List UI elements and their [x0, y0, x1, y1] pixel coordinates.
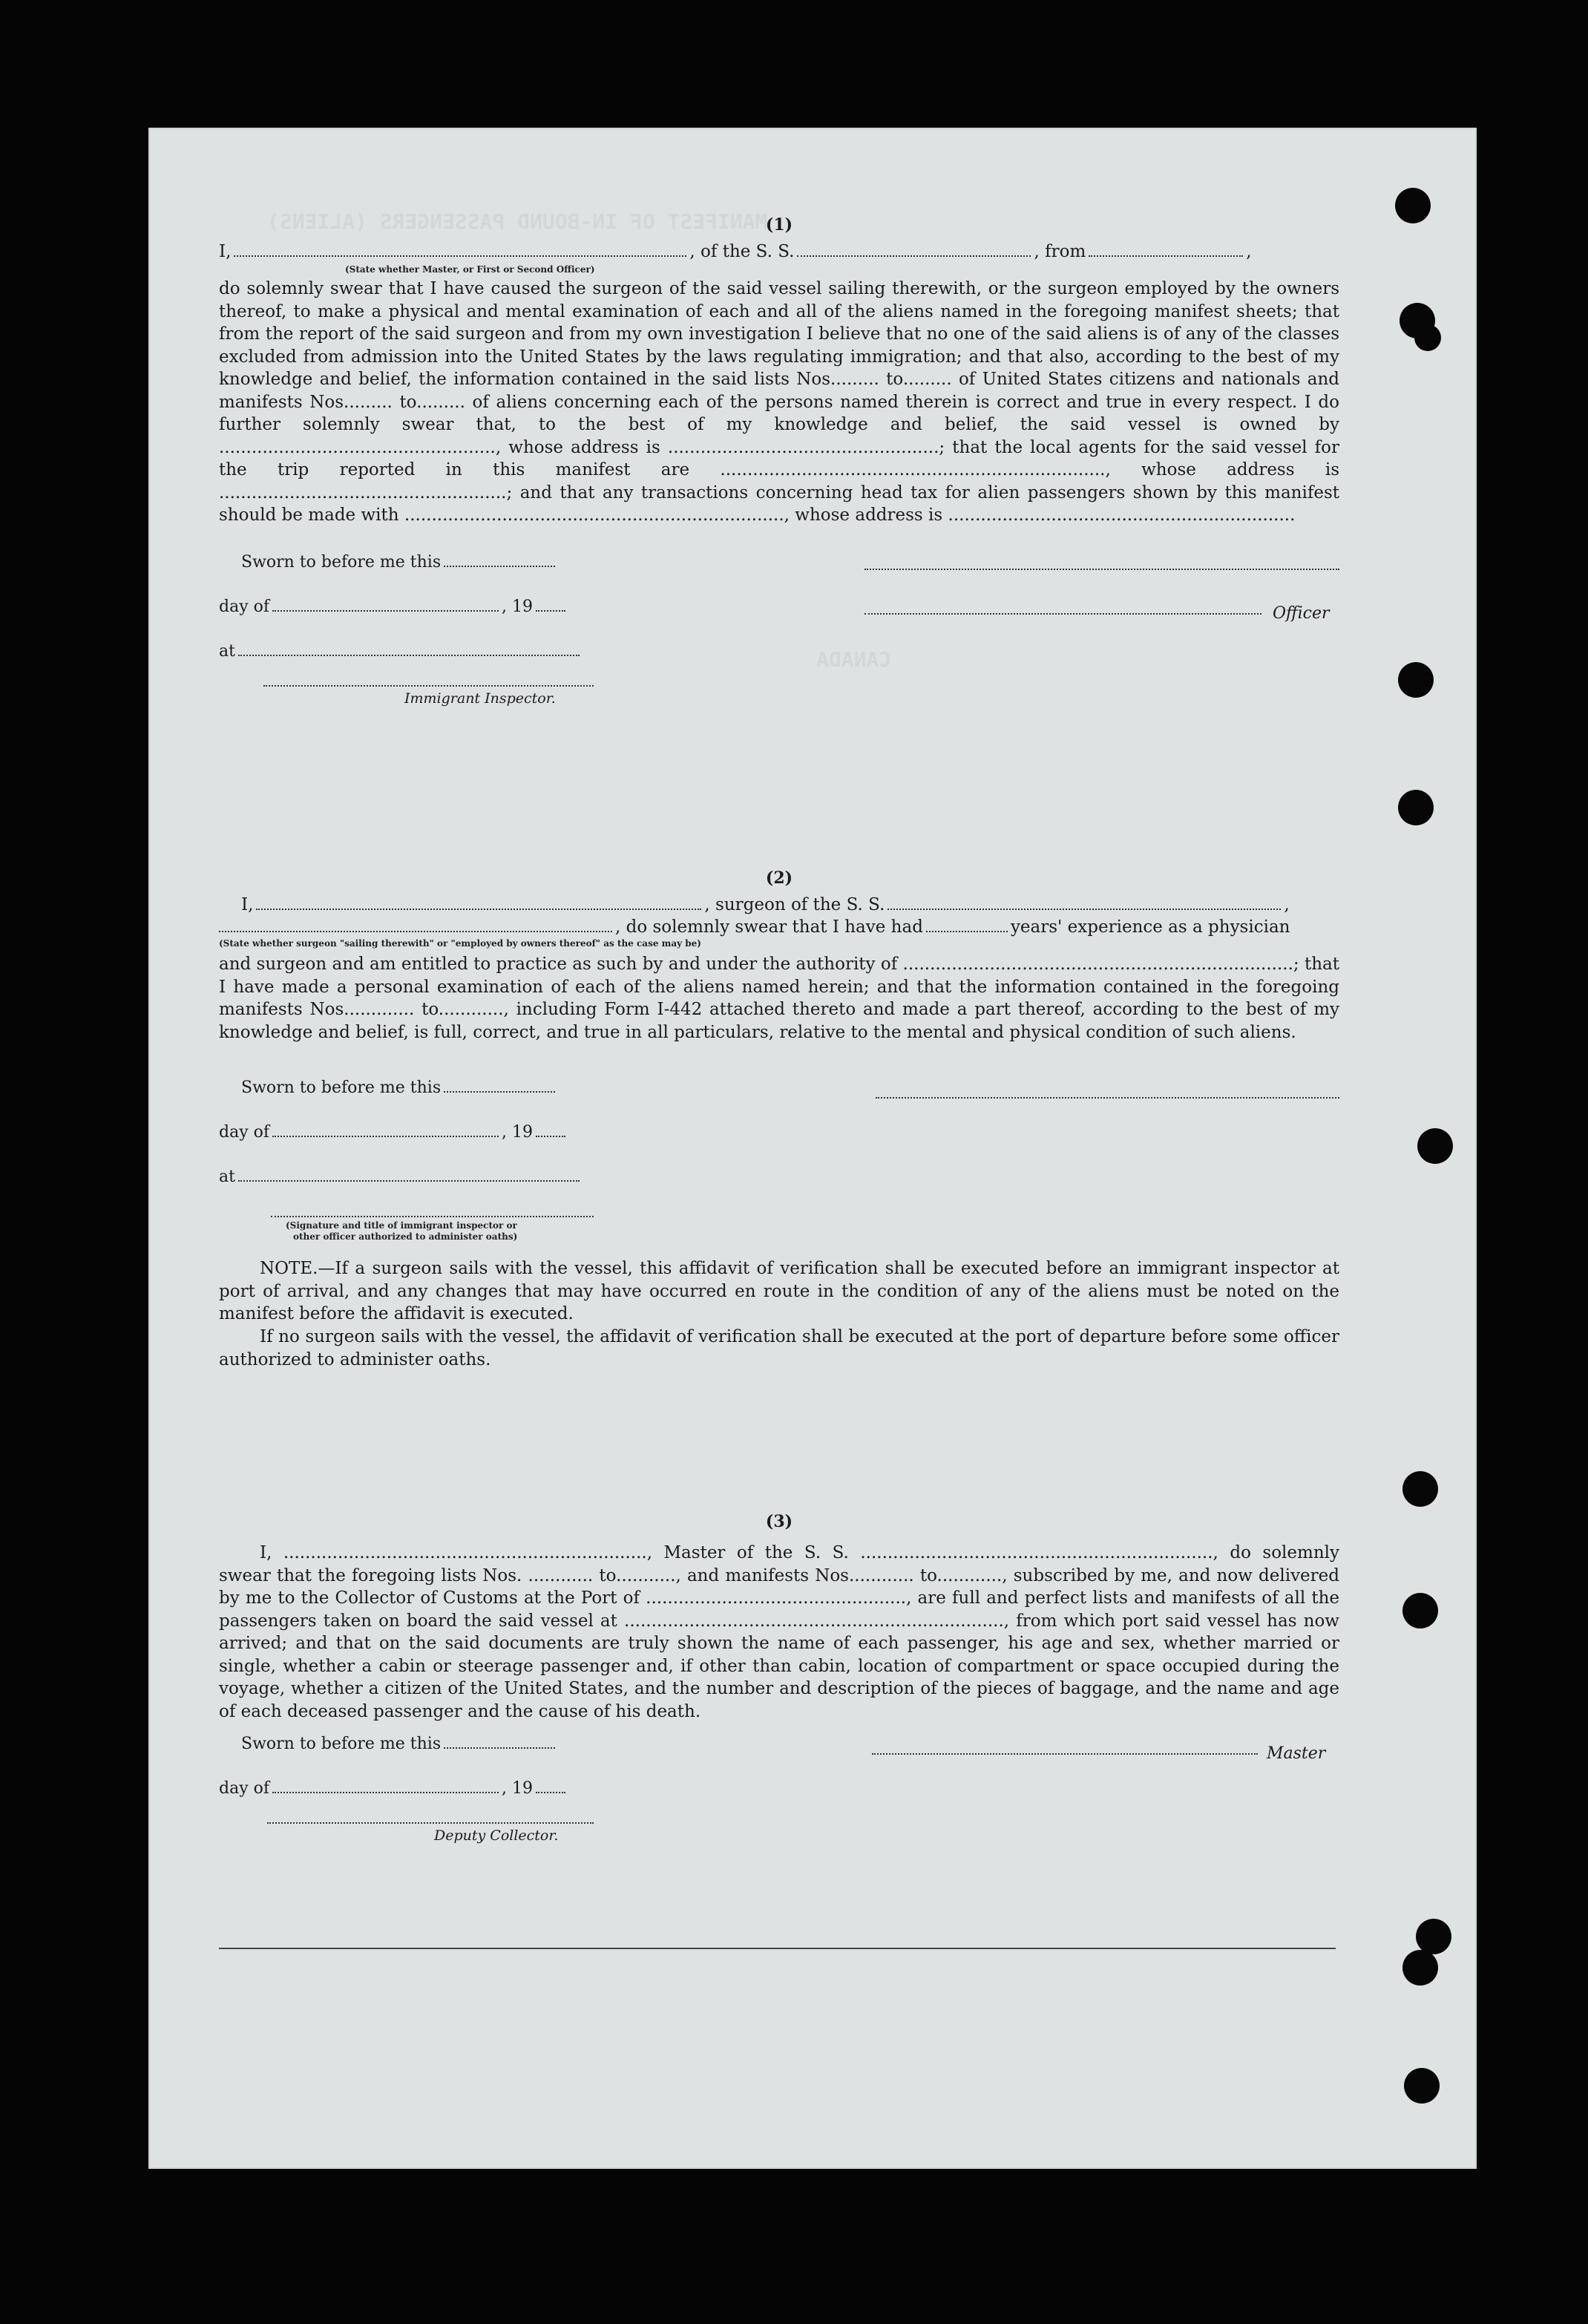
punch-hole: [1416, 1919, 1451, 1954]
inspector-signature-line[interactable]: [263, 685, 594, 687]
punch-hole: [1404, 2068, 1440, 2104]
field-caption: (State whether Master, or First or Second Officer): [345, 264, 595, 275]
sworn-label: Sworn to before me this: [241, 1078, 558, 1097]
day-of-label: day of , 19: [219, 1123, 568, 1142]
inspector-title: Immigrant Inspector.: [404, 690, 556, 707]
note-text: NOTE.—If a surgeon sails with the vessel, this affidavit of verification shall be executed before an immigrant inspector at port of arrival, and any changes that may have occurred en route in the condition of any of the aliens must be noted on the manifest before the affidavit is executed.: [219, 1259, 1339, 1323]
sworn-label: Sworn to before me this: [241, 553, 558, 572]
ship-label: , surgeon of the S. S.: [704, 895, 885, 914]
master-signature-line[interactable]: [872, 1753, 1258, 1755]
punch-hole: [1414, 324, 1441, 351]
inspector-signature-line[interactable]: [271, 1216, 594, 1217]
from-port-field[interactable]: [1089, 255, 1243, 257]
bleed-through-text: CANADA: [816, 647, 892, 672]
affidavit-section-3: [219, 1512, 1339, 2054]
surgeon-signature-line[interactable]: [876, 1097, 1339, 1099]
sworn-label: Sworn to before me this: [241, 1735, 558, 1753]
section-number: (1): [765, 215, 793, 235]
surgeon-oath-line: I, , surgeon of the S. S. ,: [241, 895, 1290, 914]
signature-caption: other officer authorized to administer oaths): [293, 1231, 518, 1242]
collector-title: Deputy Collector.: [434, 1827, 559, 1844]
punch-hole: [1417, 1128, 1453, 1164]
at-label: at: [219, 642, 583, 661]
from-label: , from: [1034, 242, 1086, 261]
affidavit-body: I, ..................................................................., Master of the S. S. ................................................................., do solemnly swear that the foregoing lists Nos. ............ to..........., and manifests Nos............ to............, subscribed by me, and now delivered by me to the Collector of Customs at the Port of ................................................, are full and perfect lists and manifests of all the passengers taken on board the said vessel at ......................................................................, from which port said vessel has now arrived; and that on the said documents are truly shown the name of each passenger, his age and sex, whether married or single, whether a cabin or steerage passenger and, if other than cabin, location of compartment or space occupied during the voyage, whether a citizen of the United States, and the number and description of the pieces of baggage, and the name and age of each deceased passenger and the cause of his death.: [219, 1543, 1339, 1721]
master-title: Master: [1267, 1744, 1326, 1763]
master-oath-line: I, , of the S. S. , from ,: [219, 242, 1252, 261]
ship-name-field[interactable]: [887, 909, 1281, 910]
day-of-label: day of , 19: [219, 598, 568, 616]
month-field[interactable]: [272, 1136, 499, 1137]
surgeon-name-field[interactable]: [256, 909, 701, 910]
bottom-rule: [219, 1948, 1336, 1949]
affidavit-body: and surgeon and am entitled to practice as such by and under the authority of ........................................................................; that I have made a personal examination of each of the aliens named herein; and that the information contained in the foregoing manifests Nos............. to............, including Form I-442 attached thereto and made a part thereof, according to the best of my knowledge and belief, is full, correct, and true in all particulars, relative to the mental and physical condition of such aliens.: [219, 955, 1339, 1042]
at-label: at: [219, 1168, 583, 1186]
collector-signature-line[interactable]: [267, 1822, 594, 1824]
punch-hole: [1402, 1593, 1438, 1629]
section-number: (3): [765, 1512, 793, 1531]
surgeon-experience-line: , do solemnly swear that I have had years' experience as a physician: [219, 916, 1339, 938]
punch-hole: [1402, 1471, 1438, 1507]
field-caption: (State whether surgeon "sailing therewith" or "employed by owners thereof" as the case may be): [219, 938, 701, 949]
place-field[interactable]: [238, 1180, 580, 1182]
officer-title: Officer: [1273, 604, 1330, 623]
officer-signature-line[interactable]: [864, 613, 1261, 615]
manifest-page: [148, 128, 1477, 2169]
ship-name-field[interactable]: [797, 255, 1031, 257]
punch-hole: [1398, 662, 1434, 698]
affidavit-section-2: [219, 868, 1339, 1551]
section-number: (2): [765, 868, 793, 888]
signature-line[interactable]: [864, 569, 1339, 570]
sworn-date-field[interactable]: [444, 1091, 555, 1093]
punch-hole: [1402, 1950, 1438, 1986]
affidavit-body: do solemnly swear that I have caused the surgeon of the said vessel sailing therewith, or the surgeon employed by the owners thereof, to make a physical and mental examination of each and all of the aliens named in the foregoing manifest sheets; that from the report of the said surgeon and from my own investigation I believe that no one of the said aliens is of any of the classes excluded from admission into the United States by the laws regulating immigration; and that also, according to the best of my knowledge and belief, the information contained in the said lists Nos......... to......... of United States citizens and nationals and manifests Nos......... to......... of aliens concerning each of the persons named therein is correct and true in every respect. I do further solemnly swear that, to the best of my knowledge and belief, the said vessel is owned by ..................................................., whose address is ..................................................; that the local agents for the said vessel for the trip reported in this manifest are ......................................................................., whose address is .....................................................; and that any transactions concerning head tax for alien passengers shown by this manifest should be made with ......................................................................, whose address is ................................................................: [219, 279, 1339, 525]
punch-hole: [1398, 790, 1434, 825]
signature-caption: (Signature and title of immigrant inspector or: [286, 1220, 517, 1231]
note-text: If no surgeon sails with the vessel, the affidavit of verification shall be executed at the port of departure before some officer authorized to administer oaths.: [219, 1327, 1339, 1369]
ship-label: , of the S. S.: [689, 242, 795, 261]
year-field[interactable]: [536, 1792, 565, 1793]
master-name-field[interactable]: [234, 255, 686, 257]
oath-prefix: I,: [241, 895, 254, 914]
punch-hole: [1395, 188, 1431, 223]
year-field[interactable]: [536, 610, 565, 612]
year-field[interactable]: [536, 1136, 565, 1137]
day-of-label: day of , 19: [219, 1779, 568, 1798]
affidavit-section-1: [219, 215, 1339, 735]
month-field[interactable]: [272, 610, 499, 612]
sworn-date-field[interactable]: [444, 1747, 555, 1749]
surgeon-status-field[interactable]: [219, 931, 612, 932]
bleed-through-text: MANIFEST OF IN-BOUND PASSENGERS (ALIENS): [267, 209, 768, 234]
years-experience-field[interactable]: [926, 931, 1008, 932]
month-field[interactable]: [272, 1792, 499, 1793]
oath-prefix: I,: [219, 242, 232, 261]
sworn-date-field[interactable]: [444, 566, 555, 567]
place-field[interactable]: [238, 655, 580, 656]
